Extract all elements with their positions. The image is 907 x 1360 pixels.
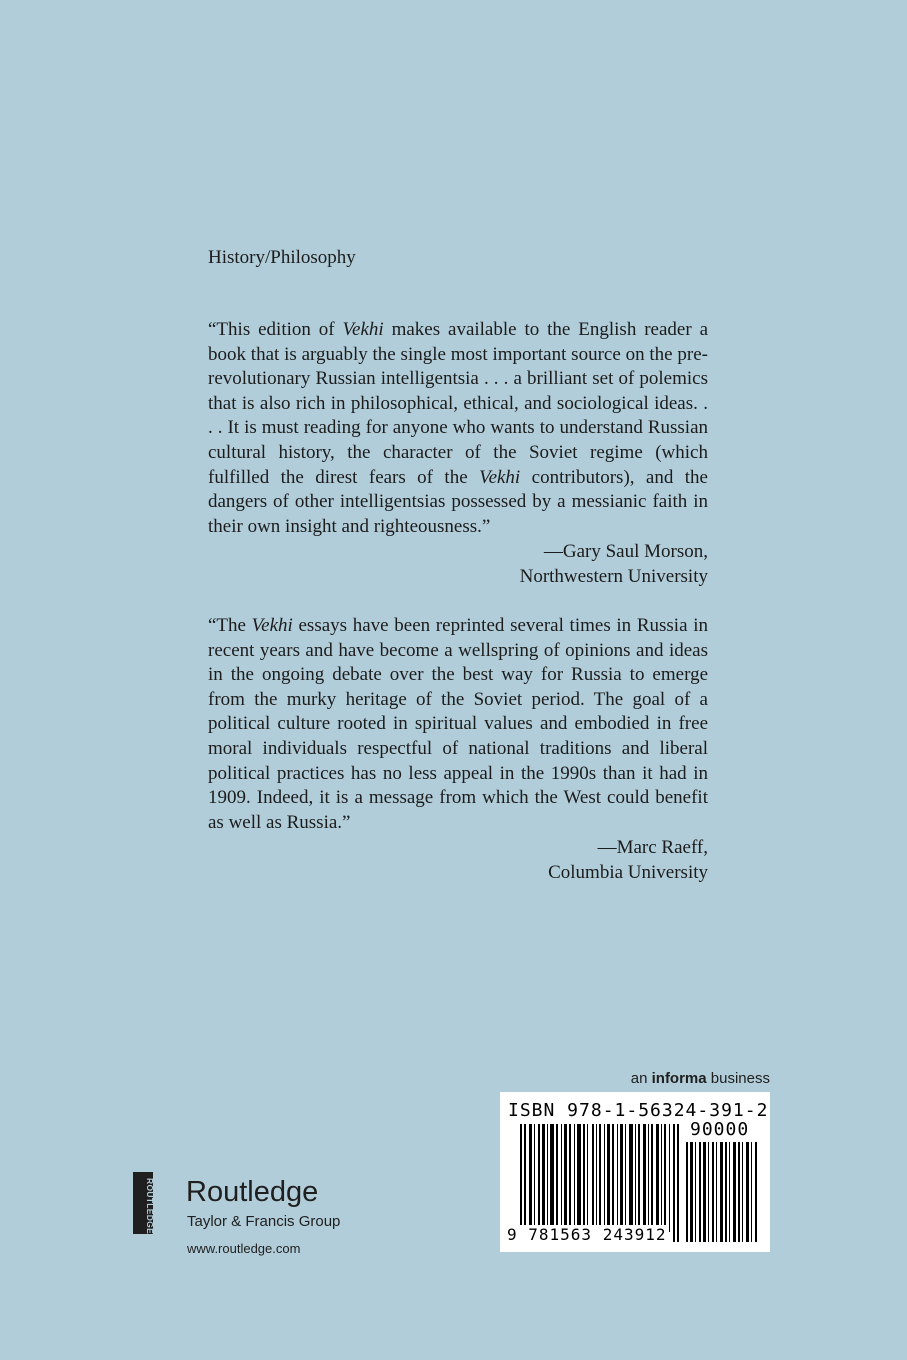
routledge-logo-mark-text: ROUTLEDGE [145,1178,155,1235]
quote-1-affiliation: Northwestern University [519,565,708,587]
informa-prefix: an [630,1070,652,1087]
subject-category: History/Philosophy [208,247,356,268]
quote-1-part-1: “This edition of [208,319,343,340]
quote-2-part-2: essays have been reprinted several times in Russia in recent years and have become a wellspring of opinions and ideas in the ongoing debate over the best way for Russia to emerge from the murky heritage of the Soviet period. The goal of a political culture rooted in spiritual values and embodied in free moral individuals respectful of national traditions and liberal political practices has no less appeal in the 1990s than it had in 1909. Indeed, it is a message from which the West could benefit as well as Russia.” [208,615,708,833]
quote-2-book-title: Vekhi [251,615,293,636]
quote-2-affiliation: Columbia University [548,861,708,883]
quote-1-text [208,318,708,539]
routledge-logo-icon [133,1172,153,1234]
quote-1-attribution [208,540,708,589]
price-code: 90000 [690,1119,750,1140]
publisher-url[interactable]: www.routledge.com [187,1241,301,1256]
publisher-group: Taylor & Francis Group [187,1213,341,1230]
isbn-barcode [500,1092,770,1252]
quote-2-text [208,614,708,835]
addon-barcode-bars [686,1142,762,1242]
quote-1-author: —Gary Saul Morson, [543,541,708,563]
ean-number: 9 781563 243912 [507,1225,667,1244]
quote-2-attribution [208,836,708,885]
quote-2-author: —Marc Raeff, [597,837,708,859]
quote-1-part-2: makes available to the English reader a book that is arguably the single most important source on the pre-revolutionary Russian intelligentsia . . . a brilliant set of polemics that is also rich in philosophical, ethical, and sociological ideas. . . . It is must reading for anyone who wants to understand Russian cultural history, the character of the Soviet regime (which fulfilled the direst fears of the [208,319,709,488]
quote-1-book-title: Vekhi [342,319,384,340]
informa-brand: informa [651,1070,707,1087]
quote-1-part-3: contributors), and the dangers of other intelligentsias possessed by a messianic faith in their own insight and righteousness.” [208,466,708,537]
endorsement-quote-2 [208,614,708,886]
endorsement-quote-1 [208,318,708,590]
isbn-number: ISBN 978-1-56324-391-2 [508,1100,769,1121]
quote-1-book-title-2: Vekhi [479,466,521,488]
quote-2-part-1: “The [208,615,252,636]
publisher-name: Routledge [186,1176,319,1208]
informa-suffix: business [706,1070,770,1087]
informa-business-line [631,1070,770,1087]
